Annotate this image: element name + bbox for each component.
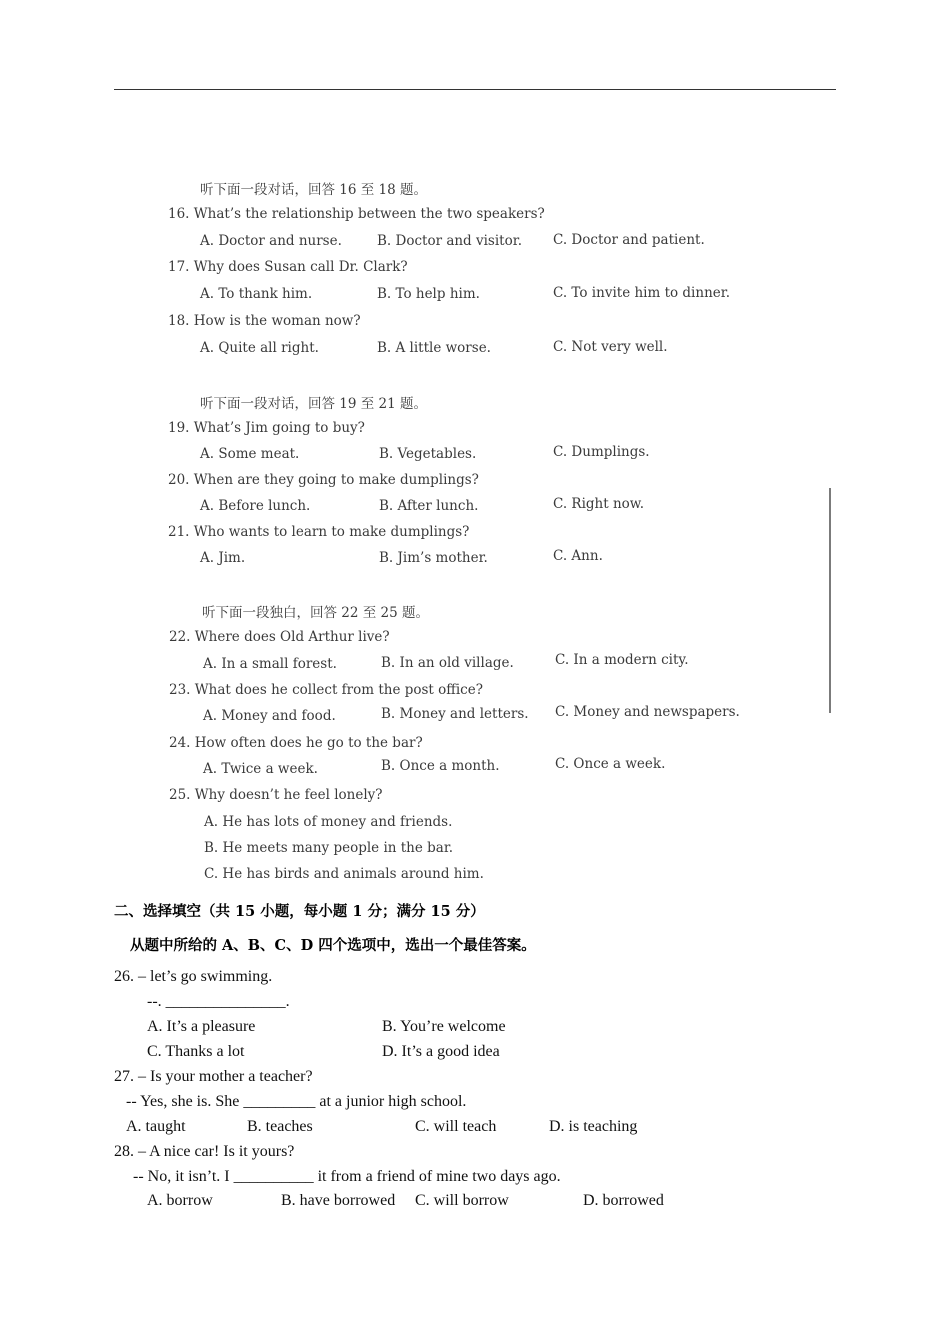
question-number: 19. bbox=[168, 420, 190, 436]
question-27: 27. – Is your mother a teacher? bbox=[114, 1068, 313, 1085]
question-number: 22. bbox=[169, 629, 191, 645]
option-25a: A. He has lots of money and friends. bbox=[204, 814, 453, 830]
option-17a: A. To thank him. bbox=[200, 286, 313, 302]
option-26b: B. You’re welcome bbox=[382, 1018, 506, 1035]
option-25c: C. He has birds and animals around him. bbox=[204, 866, 484, 882]
question-text: How is the woman now? bbox=[193, 313, 361, 329]
option-20c: C. Right now. bbox=[553, 496, 645, 512]
question-text: What does he collect from the post office? bbox=[194, 682, 483, 698]
question-23 bbox=[169, 682, 483, 698]
option-26c: C. Thanks a lot bbox=[147, 1043, 245, 1060]
option-19a: A. Some meat. bbox=[200, 446, 300, 462]
question-number: 18. bbox=[168, 313, 190, 329]
question-number: 21. bbox=[168, 524, 190, 540]
option-16a: A. Doctor and nurse. bbox=[200, 233, 342, 249]
option-28c: C. will borrow bbox=[415, 1192, 509, 1209]
question-number: 17. bbox=[168, 259, 190, 275]
instruction-16-18: 听下面一段对话，回答 16 至 18 题。 bbox=[200, 182, 428, 198]
option-17c: C. To invite him to dinner. bbox=[553, 285, 731, 301]
option-21c: C. Ann. bbox=[553, 548, 603, 564]
option-26d: D. It’s a good idea bbox=[382, 1043, 500, 1060]
option-24b: B. Once a month. bbox=[381, 758, 500, 774]
section-2-title: 二、选择填空（共 15 小题，每小题 1 分；满分 15 分） bbox=[114, 903, 485, 920]
question-number: 16. bbox=[168, 206, 190, 222]
option-22c: C. In a modern city. bbox=[555, 652, 689, 668]
header-rule bbox=[114, 89, 836, 90]
section-2-instruction: 从题中所给的 A、B、C、D 四个选项中，选出一个最佳答案。 bbox=[130, 937, 536, 954]
question-text: What’s Jim going to buy? bbox=[193, 420, 365, 436]
option-24c: C. Once a week. bbox=[555, 756, 666, 772]
option-16c: C. Doctor and patient. bbox=[553, 232, 705, 248]
question-text: Why does Susan call Dr. Clark? bbox=[193, 259, 408, 275]
option-19b: B. Vegetables. bbox=[379, 446, 477, 462]
question-18 bbox=[168, 313, 361, 329]
option-17b: B. To help him. bbox=[377, 286, 480, 302]
scan-margin-line bbox=[829, 488, 831, 713]
question-20 bbox=[168, 472, 479, 488]
question-22 bbox=[169, 629, 390, 645]
option-27d: D. is teaching bbox=[549, 1118, 638, 1135]
question-number: 23. bbox=[169, 682, 191, 698]
option-27b: B. teaches bbox=[247, 1118, 313, 1135]
option-23b: B. Money and letters. bbox=[381, 706, 529, 722]
question-text: What’s the relationship between the two speakers? bbox=[193, 206, 545, 222]
option-20a: A. Before lunch. bbox=[200, 498, 311, 514]
question-25 bbox=[169, 787, 383, 803]
question-text: How often does he go to the bar? bbox=[194, 735, 423, 751]
option-28d: D. borrowed bbox=[583, 1192, 664, 1209]
question-text: When are they going to make dumplings? bbox=[193, 472, 479, 488]
option-18a: A. Quite all right. bbox=[200, 340, 319, 356]
answer-line-26: --. _______________. bbox=[147, 993, 290, 1010]
option-16b: B. Doctor and visitor. bbox=[377, 233, 522, 249]
option-21b: B. Jim’s mother. bbox=[379, 550, 488, 566]
question-text: Where does Old Arthur live? bbox=[194, 629, 390, 645]
option-24a: A. Twice a week. bbox=[203, 761, 318, 777]
option-22a: A. In a small forest. bbox=[203, 656, 337, 672]
question-number: 25. bbox=[169, 787, 191, 803]
question-number: 20. bbox=[168, 472, 190, 488]
question-19 bbox=[168, 420, 365, 436]
question-text: Who wants to learn to make dumplings? bbox=[193, 524, 470, 540]
option-18c: C. Not very well. bbox=[553, 339, 668, 355]
answer-line-27: -- Yes, she is. She _________ at a junior high school. bbox=[126, 1093, 467, 1110]
option-20b: B. After lunch. bbox=[379, 498, 479, 514]
option-28b: B. have borrowed bbox=[281, 1192, 396, 1209]
option-27a: A. taught bbox=[126, 1118, 186, 1135]
instruction-19-21: 听下面一段对话，回答 19 至 21 题。 bbox=[200, 396, 428, 412]
option-27c: C. will teach bbox=[415, 1118, 497, 1135]
option-22b: B. In an old village. bbox=[381, 655, 514, 671]
option-26a: A. It’s a pleasure bbox=[147, 1018, 256, 1035]
question-number: 24. bbox=[169, 735, 191, 751]
option-18b: B. A little worse. bbox=[377, 340, 491, 356]
question-28: 28. – A nice car! Is it yours? bbox=[114, 1143, 295, 1160]
option-19c: C. Dumplings. bbox=[553, 444, 650, 460]
option-21a: A. Jim. bbox=[200, 550, 246, 566]
instruction-22-25: 听下面一段独白，回答 22 至 25 题。 bbox=[202, 605, 430, 621]
option-25b: B. He meets many people in the bar. bbox=[204, 840, 454, 856]
answer-line-28: -- No, it isn’t. I __________ it from a friend of mine two days ago. bbox=[133, 1168, 561, 1185]
question-text: Why doesn’t he feel lonely? bbox=[194, 787, 383, 803]
question-21 bbox=[168, 524, 469, 540]
option-28a: A. borrow bbox=[147, 1192, 213, 1209]
question-17 bbox=[168, 259, 408, 275]
option-23a: A. Money and food. bbox=[203, 708, 336, 724]
question-24 bbox=[169, 735, 423, 751]
question-16 bbox=[168, 206, 545, 222]
question-26: 26. – let’s go swimming. bbox=[114, 968, 273, 985]
option-23c: C. Money and newspapers. bbox=[555, 704, 740, 720]
